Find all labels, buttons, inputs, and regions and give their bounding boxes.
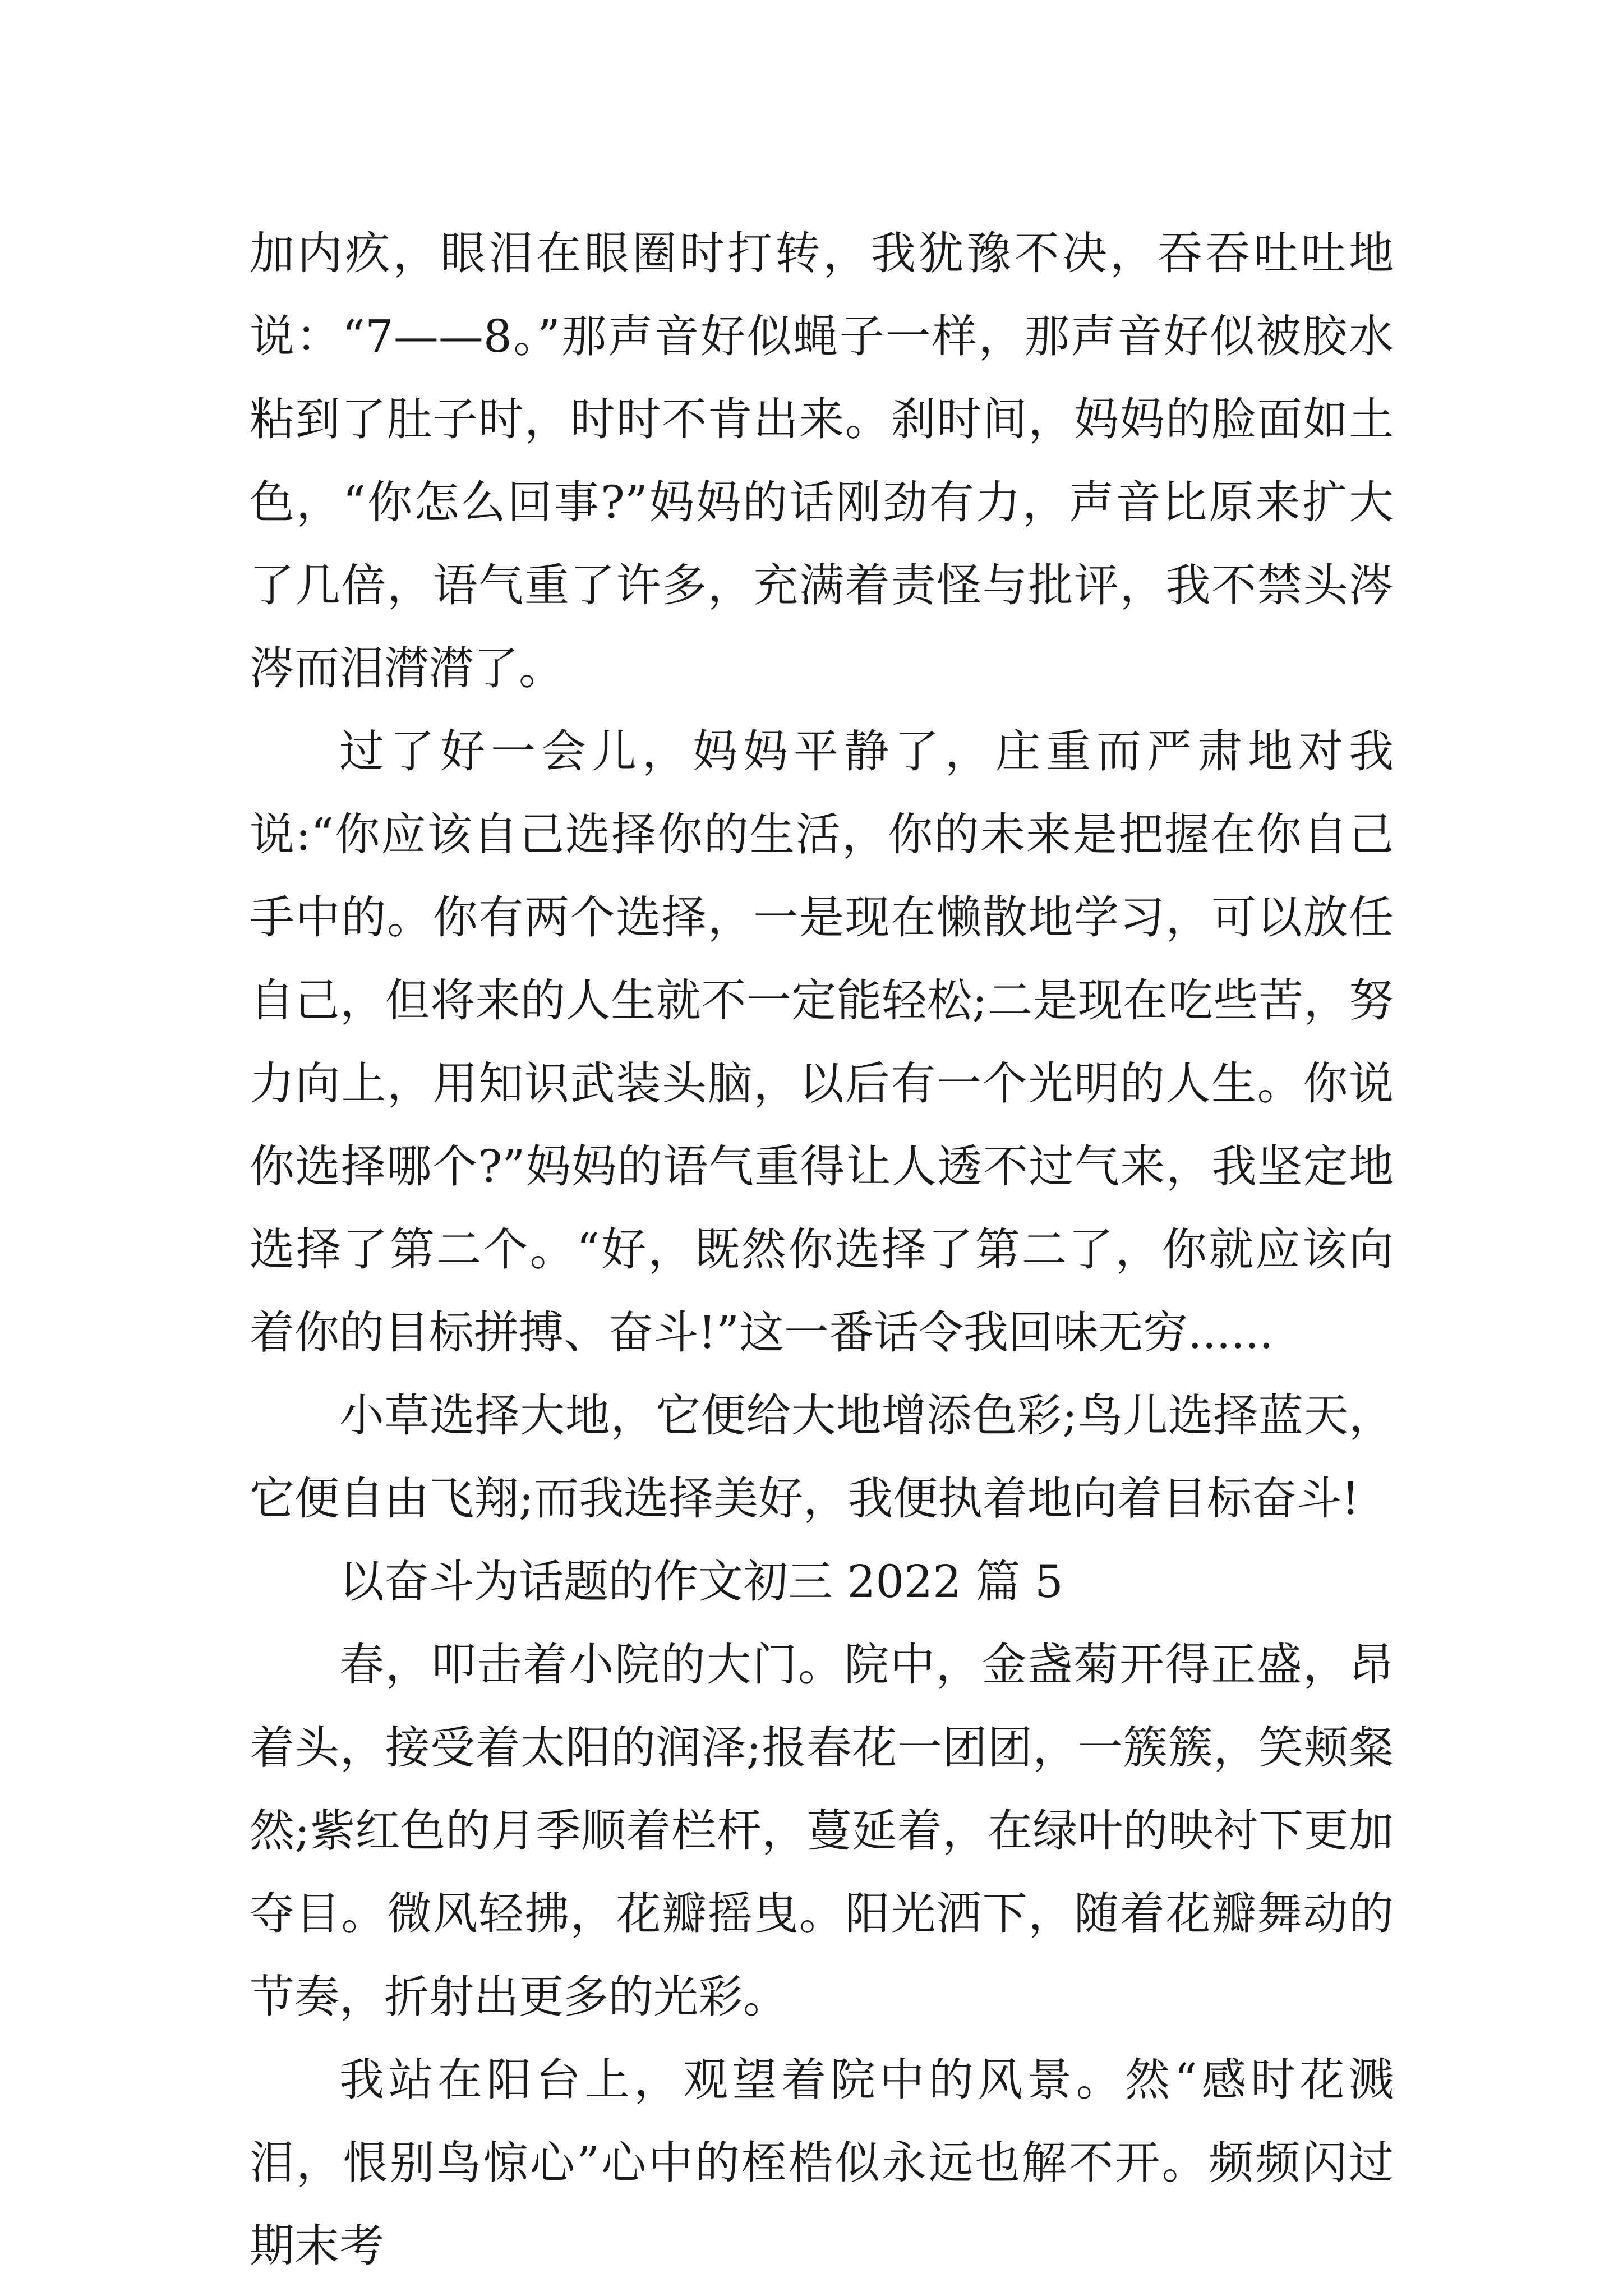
paragraph-balcony: 我站在阳台上，观望着院中的风景。然“感时花溅泪，恨别鸟惊心”心中的桎梏似永远也解不开。频频闪过期末考 [250, 2054, 1394, 2272]
document-body [250, 212, 1394, 2288]
section-heading: 以奋斗为话题的作文初三 2022 篇 5 [339, 1556, 1063, 1608]
paragraph-continuation: 加内疚，眼泪在眼圈时打转，我犹豫不决，吞吞吐吐地说：“7——8。”那声音好似蝇子一样，那声音好似被胶水粘到了肚子时，时时不肯出来。刹时间，妈妈的脸面如土色，“你怎么回事?”妈妈的话刚劲有力，声音比原来扩大了几倍，语气重了许多，充满着责怪与批评，我不禁头涔涔而泪潸潸了。 [250, 227, 1394, 694]
paragraph-mother-advice: 过了好一会儿，妈妈平静了，庄重而严肃地对我说:“你应该自己选择你的生活，你的未来是把握在你自己手中的。你有两个选择，一是现在懒散地学习，可以放任自己，但将来的人生就不一定能轻松;二是现在吃些苦，努力向上，用知识武装头脑，以后有一个光明的人生。你说你选择哪个?”妈妈的语气重得让人透不过气来，我坚定地选择了第二个。“好，既然你选择了第二了，你就应该向着你的目标拼搏、奋斗!”这一番话令我回味无穷...... [250, 725, 1394, 1359]
paragraph-conclusion: 小草选择大地，它便给大地增添色彩;鸟儿选择蓝天，它便自由飞翔;而我选择美好，我便执着地向着目标奋斗! [250, 1389, 1394, 1525]
paragraph-spring: 春，叩击着小院的大门。院中，金盏菊开得正盛，昂着头，接受着太阳的润泽;报春花一团团，一簇簇，笑颊粲然;紫红色的月季顺着栏杆，蔓延着，在绿叶的映衬下更加夺目。微风轻拂，花瓣摇曳。阳光洒下，随着花瓣舞动的节奏，折射出更多的光彩。 [250, 1639, 1394, 2023]
